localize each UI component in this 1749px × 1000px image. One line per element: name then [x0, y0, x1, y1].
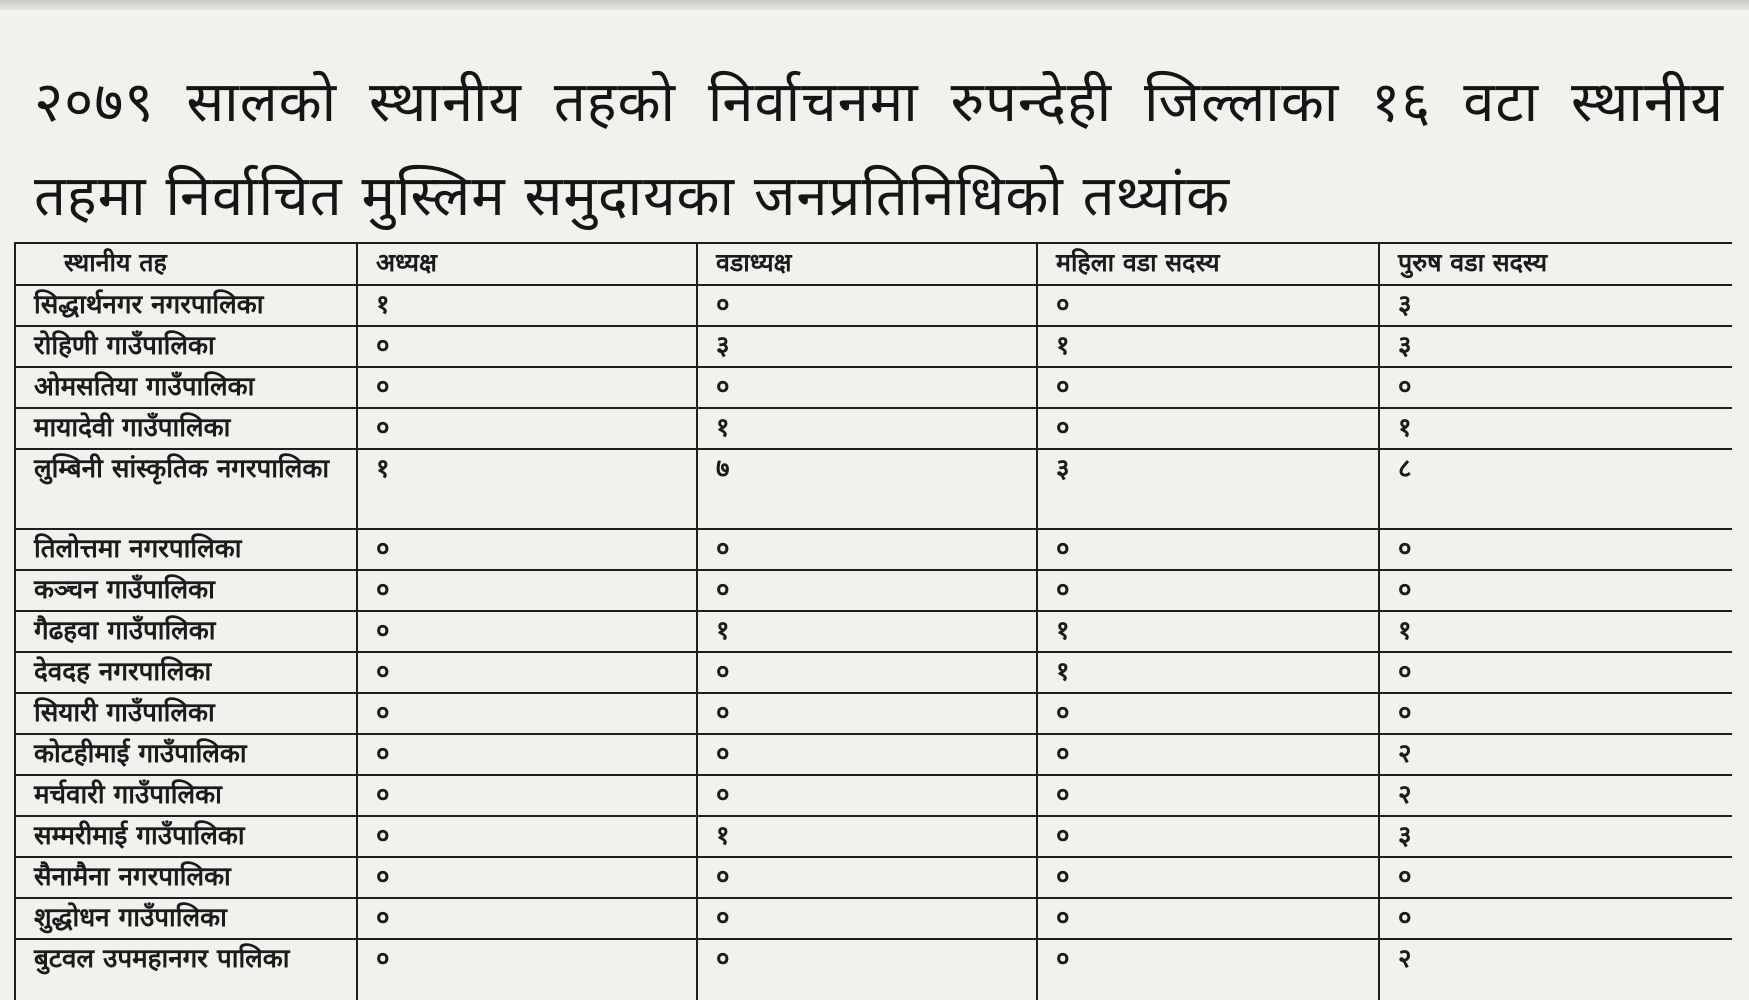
female-member-count: ० [1037, 408, 1379, 449]
table-row [15, 652, 1732, 693]
table-row [15, 693, 1732, 734]
ward-chair-count: १ [697, 408, 1037, 449]
ward-chair-count: १ [697, 816, 1037, 857]
local-level-name: लुम्बिनी सांस्कृतिक नगरपालिका [15, 449, 357, 529]
table-row [15, 816, 1732, 857]
chairperson-count: ० [357, 326, 697, 367]
chairperson-count: १ [357, 449, 697, 529]
chairperson-count: ० [357, 775, 697, 816]
male-member-count: १ [1379, 408, 1732, 449]
local-level-name: कञ्चन गाउँपालिका [15, 570, 357, 611]
representatives-table [14, 242, 1732, 1000]
table-header-row [15, 243, 1732, 285]
ward-chair-count: ० [697, 898, 1037, 939]
header-local-level: स्थानीय तह [15, 243, 357, 285]
ward-chair-count: ३ [697, 326, 1037, 367]
table-row [15, 408, 1732, 449]
ward-chair-count: १ [697, 611, 1037, 652]
male-member-count: ८ [1379, 449, 1732, 529]
chairperson-count: ० [357, 734, 697, 775]
male-member-count: ० [1379, 857, 1732, 898]
female-member-count: १ [1037, 611, 1379, 652]
chairperson-count: ० [357, 367, 697, 408]
male-member-count: ३ [1379, 816, 1732, 857]
male-member-count: ० [1379, 367, 1732, 408]
table-row [15, 611, 1732, 652]
chairperson-count: १ [357, 285, 697, 326]
male-member-count: ० [1379, 529, 1732, 570]
female-member-count: ० [1037, 693, 1379, 734]
chairperson-count: ० [357, 857, 697, 898]
ward-chair-count: ० [697, 734, 1037, 775]
local-level-name: रोहिणी गाउँपालिका [15, 326, 357, 367]
male-member-count: ० [1379, 693, 1732, 734]
female-member-count: ० [1037, 816, 1379, 857]
female-member-count: १ [1037, 326, 1379, 367]
male-member-count: ० [1379, 652, 1732, 693]
local-level-name: सम्मरीमाई गाउँपालिका [15, 816, 357, 857]
female-member-count: ० [1037, 570, 1379, 611]
male-member-count: २ [1379, 734, 1732, 775]
chairperson-count: ० [357, 693, 697, 734]
local-level-name: गैढहवा गाउँपालिका [15, 611, 357, 652]
table-row [15, 449, 1732, 529]
local-level-name: मर्चवारी गाउँपालिका [15, 775, 357, 816]
female-member-count: ० [1037, 285, 1379, 326]
table-row [15, 529, 1732, 570]
female-member-count: ० [1037, 857, 1379, 898]
ward-chair-count: ० [697, 367, 1037, 408]
header-male-ward-member: पुरुष वडा सदस्य [1379, 243, 1732, 285]
male-member-count: २ [1379, 939, 1732, 1000]
local-level-name: बुटवल उपमहानगर पालिका [15, 939, 357, 1000]
table-row [15, 775, 1732, 816]
chairperson-count: ० [357, 611, 697, 652]
local-level-name: सैनामैना नगरपालिका [15, 857, 357, 898]
male-member-count: १ [1379, 611, 1732, 652]
local-level-name: कोटहीमाई गाउँपालिका [15, 734, 357, 775]
chairperson-count: ० [357, 939, 697, 1000]
table-row [15, 367, 1732, 408]
ward-chair-count: ० [697, 939, 1037, 1000]
ward-chair-count: ० [697, 570, 1037, 611]
female-member-count: ० [1037, 775, 1379, 816]
header-female-ward-member: महिला वडा सदस्य [1037, 243, 1379, 285]
chairperson-count: ० [357, 529, 697, 570]
local-level-name: देवदह नगरपालिका [15, 652, 357, 693]
table-row [15, 734, 1732, 775]
chairperson-count: ० [357, 652, 697, 693]
ward-chair-count: ० [697, 652, 1037, 693]
chairperson-count: ० [357, 816, 697, 857]
header-chairperson: अध्यक्ष [357, 243, 697, 285]
male-member-count: ३ [1379, 285, 1732, 326]
female-member-count: ० [1037, 529, 1379, 570]
female-member-count: ० [1037, 367, 1379, 408]
chairperson-count: ० [357, 570, 697, 611]
local-level-name: शुद्धोधन गाउँपालिका [15, 898, 357, 939]
chairperson-count: ० [357, 898, 697, 939]
table-row [15, 326, 1732, 367]
header-ward-chair: वडाध्यक्ष [697, 243, 1037, 285]
ward-chair-count: ७ [697, 449, 1037, 529]
ward-chair-count: ० [697, 529, 1037, 570]
table-row [15, 939, 1732, 1000]
local-level-name: तिलोत्तमा नगरपालिका [15, 529, 357, 570]
female-member-count: ० [1037, 734, 1379, 775]
table-row [15, 285, 1732, 326]
top-edge [0, 0, 1749, 10]
chairperson-count: ० [357, 408, 697, 449]
female-member-count: १ [1037, 652, 1379, 693]
table-row [15, 898, 1732, 939]
local-level-name: मायादेवी गाउँपालिका [15, 408, 357, 449]
local-level-name: ओमसतिया गाउँपालिका [15, 367, 357, 408]
page-title: २०७९ सालको स्थानीय तहको निर्वाचनमा रुपन्देही जिल्लाका १६ वटा स्थानीय तहमा निर्वाचित मुस्लिम समुदायका जनप्रतिनिधिको तथ्यांक [34, 69, 1724, 229]
table-row [15, 570, 1732, 611]
ward-chair-count: ० [697, 285, 1037, 326]
table-row [15, 857, 1732, 898]
female-member-count: ० [1037, 939, 1379, 1000]
ward-chair-count: ० [697, 693, 1037, 734]
local-level-name: सियारी गाउँपालिका [15, 693, 357, 734]
ward-chair-count: ० [697, 857, 1037, 898]
table-container [14, 242, 1732, 1000]
female-member-count: ० [1037, 898, 1379, 939]
male-member-count: ० [1379, 898, 1732, 939]
female-member-count: ३ [1037, 449, 1379, 529]
local-level-name: सिद्धार्थनगर नगरपालिका [15, 285, 357, 326]
ward-chair-count: ० [697, 775, 1037, 816]
male-member-count: ० [1379, 570, 1732, 611]
male-member-count: २ [1379, 775, 1732, 816]
male-member-count: ३ [1379, 326, 1732, 367]
